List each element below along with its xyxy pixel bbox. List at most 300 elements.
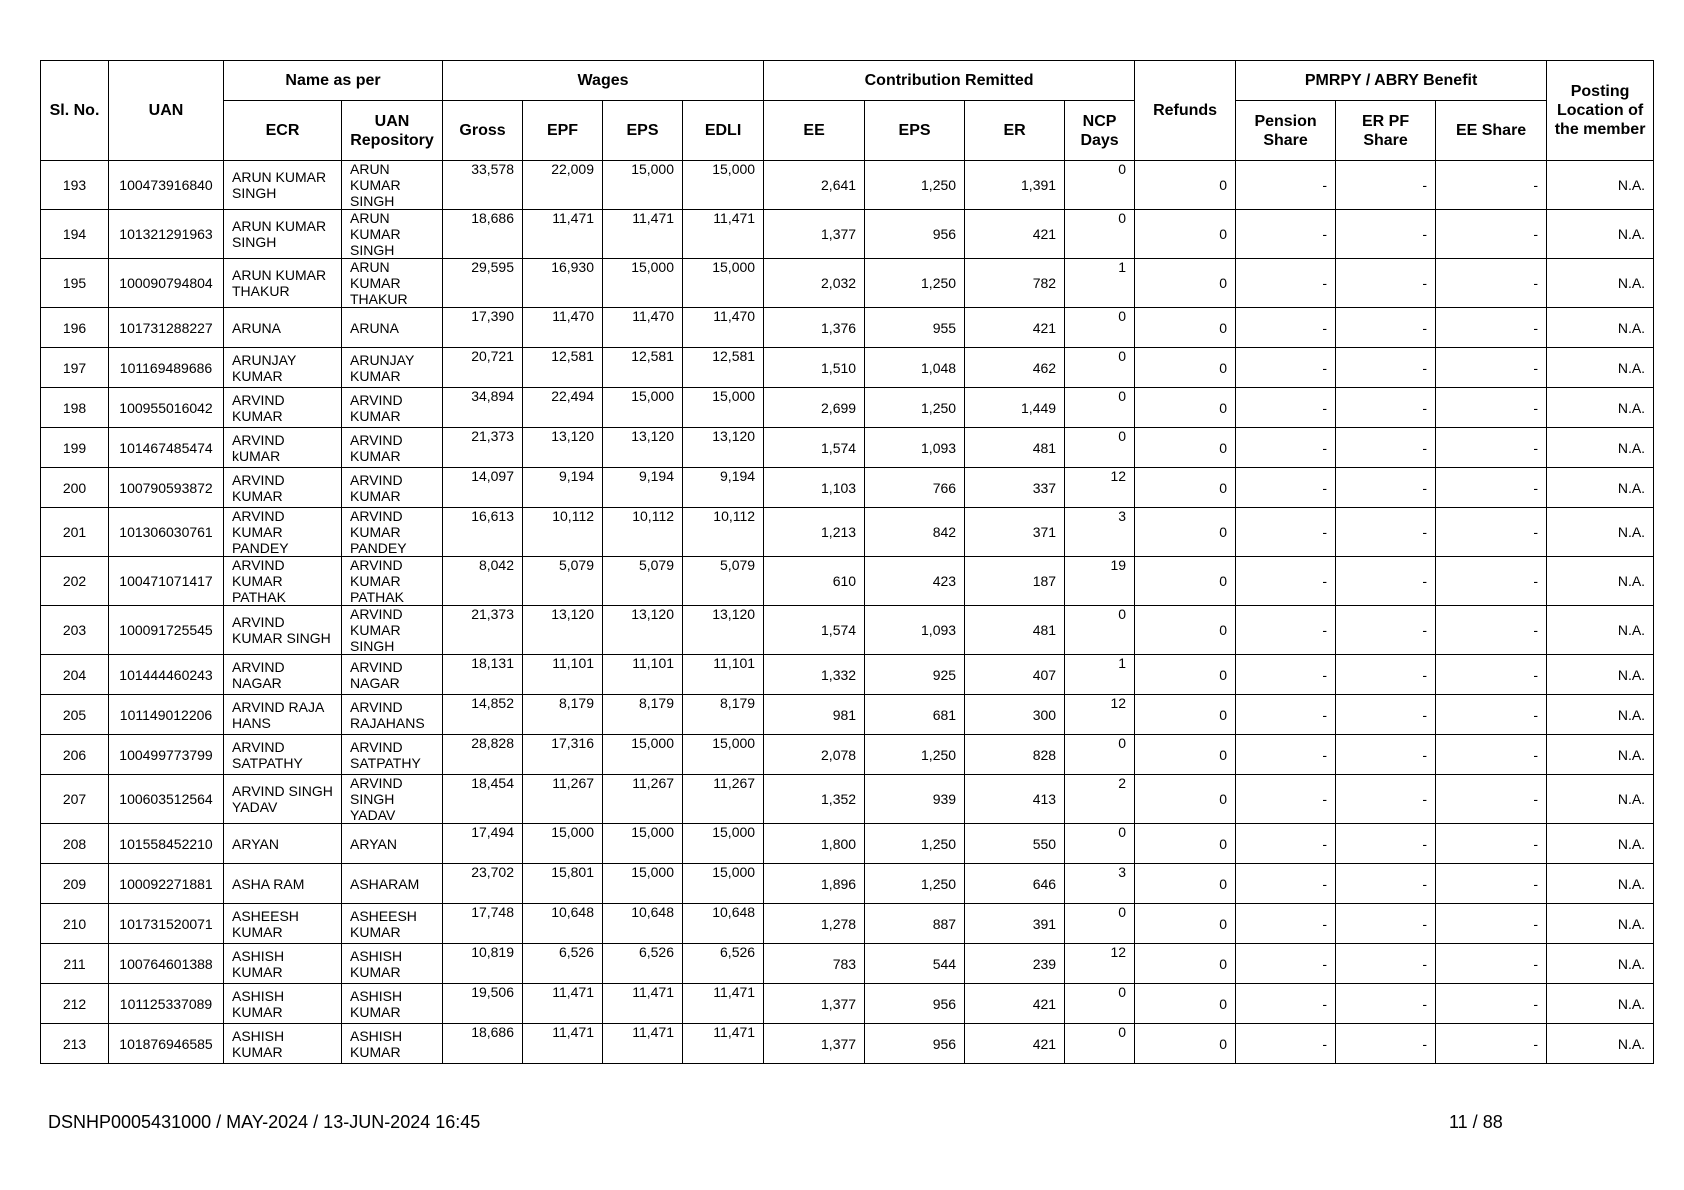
cell-pension-share: - <box>1236 984 1336 1024</box>
cell-sl-no: 197 <box>41 348 109 388</box>
header-er-pf-share: ER PF Share <box>1336 101 1436 161</box>
cell-posting-location: N.A. <box>1547 308 1654 348</box>
cell-eps-contribution: 1,250 <box>865 161 965 210</box>
cell-epf: 11,471 <box>523 1024 603 1064</box>
cell-ee: 1,352 <box>764 775 865 824</box>
cell-edli: 15,000 <box>683 864 764 904</box>
cell-pension-share: - <box>1236 388 1336 428</box>
cell-ee: 1,800 <box>764 824 865 864</box>
cell-ee-share: - <box>1436 161 1547 210</box>
cell-edli: 5,079 <box>683 557 764 606</box>
cell-ecr-name: ARVIND KUMAR <box>224 468 342 508</box>
cell-gross: 18,454 <box>443 775 523 824</box>
cell-refunds: 0 <box>1135 508 1236 557</box>
header-edli: EDLI <box>683 101 764 161</box>
cell-posting-location: N.A. <box>1547 428 1654 468</box>
cell-uan-repository-name: ARUN KUMAR SINGH <box>342 161 443 210</box>
cell-uan-repository-name: ARVIND KUMAR PANDEY <box>342 508 443 557</box>
cell-refunds: 0 <box>1135 944 1236 984</box>
cell-posting-location: N.A. <box>1547 468 1654 508</box>
cell-epf: 10,648 <box>523 904 603 944</box>
cell-uan-repository-name: ASHISH KUMAR <box>342 1024 443 1064</box>
cell-ee: 1,896 <box>764 864 865 904</box>
cell-ee-share: - <box>1436 984 1547 1024</box>
cell-uan-repository-name: ARVIND KUMAR PATHAK <box>342 557 443 606</box>
cell-edli: 10,112 <box>683 508 764 557</box>
cell-er-pf-share: - <box>1336 944 1436 984</box>
cell-refunds: 0 <box>1135 984 1236 1024</box>
cell-sl-no: 211 <box>41 944 109 984</box>
cell-eps-wages: 10,648 <box>603 904 683 944</box>
cell-uan-repository-name: ARVIND SINGH YADAV <box>342 775 443 824</box>
cell-uan-repository-name: ARUN KUMAR SINGH <box>342 210 443 259</box>
cell-uan: 101876946585 <box>109 1024 224 1064</box>
cell-er: 421 <box>965 1024 1065 1064</box>
cell-uan: 100790593872 <box>109 468 224 508</box>
cell-epf: 10,112 <box>523 508 603 557</box>
cell-sl-no: 202 <box>41 557 109 606</box>
cell-er-pf-share: - <box>1336 161 1436 210</box>
cell-ee-share: - <box>1436 1024 1547 1064</box>
cell-pension-share: - <box>1236 944 1336 984</box>
cell-ecr-name: ARVIND KUMAR PATHAK <box>224 557 342 606</box>
cell-eps-contribution: 1,250 <box>865 735 965 775</box>
cell-sl-no: 204 <box>41 655 109 695</box>
cell-ee-share: - <box>1436 695 1547 735</box>
cell-epf: 5,079 <box>523 557 603 606</box>
cell-gross: 18,686 <box>443 210 523 259</box>
cell-posting-location: N.A. <box>1547 557 1654 606</box>
cell-uan: 101731520071 <box>109 904 224 944</box>
cell-ecr-name: ASHEESH KUMAR <box>224 904 342 944</box>
cell-er: 407 <box>965 655 1065 695</box>
cell-posting-location: N.A. <box>1547 655 1654 695</box>
cell-uan: 101321291963 <box>109 210 224 259</box>
header-pension-share: Pension Share <box>1236 101 1336 161</box>
cell-pension-share: - <box>1236 864 1336 904</box>
header-ee-share: EE Share <box>1436 101 1547 161</box>
cell-edli: 9,194 <box>683 468 764 508</box>
page-number: 11 / 88 <box>1449 1112 1503 1132</box>
cell-epf: 11,470 <box>523 308 603 348</box>
cell-uan: 100955016042 <box>109 388 224 428</box>
cell-ee: 981 <box>764 695 865 735</box>
cell-er-pf-share: - <box>1336 655 1436 695</box>
table-row <box>41 308 1654 348</box>
cell-posting-location: N.A. <box>1547 388 1654 428</box>
header-eps-contribution: EPS <box>865 101 965 161</box>
cell-refunds: 0 <box>1135 259 1236 308</box>
table-row <box>41 606 1654 655</box>
cell-refunds: 0 <box>1135 606 1236 655</box>
cell-eps-wages: 15,000 <box>603 388 683 428</box>
cell-er: 187 <box>965 557 1065 606</box>
cell-eps-contribution: 1,250 <box>865 864 965 904</box>
cell-ncp-days: 0 <box>1065 735 1135 775</box>
table-row <box>41 388 1654 428</box>
cell-uan: 101467485474 <box>109 428 224 468</box>
cell-gross: 19,506 <box>443 984 523 1024</box>
cell-refunds: 0 <box>1135 557 1236 606</box>
cell-edli: 13,120 <box>683 428 764 468</box>
cell-uan: 100091725545 <box>109 606 224 655</box>
cell-refunds: 0 <box>1135 428 1236 468</box>
cell-ee: 1,278 <box>764 904 865 944</box>
cell-er: 782 <box>965 259 1065 308</box>
cell-ee: 1,377 <box>764 984 865 1024</box>
cell-ncp-days: 0 <box>1065 1024 1135 1064</box>
cell-ee-share: - <box>1436 388 1547 428</box>
cell-er-pf-share: - <box>1336 468 1436 508</box>
cell-er: 828 <box>965 735 1065 775</box>
cell-eps-wages: 15,000 <box>603 161 683 210</box>
cell-er: 421 <box>965 984 1065 1024</box>
cell-er: 462 <box>965 348 1065 388</box>
table-row <box>41 864 1654 904</box>
cell-uan: 100603512564 <box>109 775 224 824</box>
cell-edli: 8,179 <box>683 695 764 735</box>
cell-refunds: 0 <box>1135 775 1236 824</box>
cell-ncp-days: 0 <box>1065 824 1135 864</box>
cell-er: 550 <box>965 824 1065 864</box>
cell-edli: 11,471 <box>683 210 764 259</box>
cell-ee-share: - <box>1436 735 1547 775</box>
cell-sl-no: 198 <box>41 388 109 428</box>
cell-ee: 1,377 <box>764 1024 865 1064</box>
cell-epf: 22,009 <box>523 161 603 210</box>
cell-epf: 11,471 <box>523 984 603 1024</box>
cell-epf: 9,194 <box>523 468 603 508</box>
cell-eps-wages: 15,000 <box>603 864 683 904</box>
cell-er: 337 <box>965 468 1065 508</box>
table-row <box>41 824 1654 864</box>
table-row <box>41 428 1654 468</box>
cell-er: 646 <box>965 864 1065 904</box>
cell-epf: 12,581 <box>523 348 603 388</box>
cell-ncp-days: 0 <box>1065 348 1135 388</box>
table-row <box>41 508 1654 557</box>
cell-epf: 13,120 <box>523 428 603 468</box>
cell-er: 391 <box>965 904 1065 944</box>
cell-ee-share: - <box>1436 508 1547 557</box>
cell-refunds: 0 <box>1135 824 1236 864</box>
cell-posting-location: N.A. <box>1547 824 1654 864</box>
cell-sl-no: 194 <box>41 210 109 259</box>
cell-eps-wages: 13,120 <box>603 606 683 655</box>
cell-uan-repository-name: ARVIND KUMAR SINGH <box>342 606 443 655</box>
cell-posting-location: N.A. <box>1547 161 1654 210</box>
cell-posting-location: N.A. <box>1547 695 1654 735</box>
table-row <box>41 259 1654 308</box>
cell-uan-repository-name: ARVIND SATPATHY <box>342 735 443 775</box>
cell-ncp-days: 12 <box>1065 944 1135 984</box>
header-eps-wages: EPS <box>603 101 683 161</box>
cell-posting-location: N.A. <box>1547 348 1654 388</box>
cell-ee-share: - <box>1436 904 1547 944</box>
header-posting-location: Posting Location of the member <box>1547 61 1654 161</box>
cell-edli: 15,000 <box>683 161 764 210</box>
table-row <box>41 735 1654 775</box>
header-epf: EPF <box>523 101 603 161</box>
cell-uan-repository-name: ASHISH KUMAR <box>342 944 443 984</box>
cell-ncp-days: 0 <box>1065 161 1135 210</box>
cell-gross: 21,373 <box>443 428 523 468</box>
cell-eps-wages: 11,267 <box>603 775 683 824</box>
cell-gross: 14,852 <box>443 695 523 735</box>
cell-eps-wages: 11,471 <box>603 1024 683 1064</box>
cell-edli: 10,648 <box>683 904 764 944</box>
cell-er: 300 <box>965 695 1065 735</box>
cell-ecr-name: ASHA RAM <box>224 864 342 904</box>
cell-refunds: 0 <box>1135 308 1236 348</box>
cell-epf: 17,316 <box>523 735 603 775</box>
cell-posting-location: N.A. <box>1547 735 1654 775</box>
cell-eps-wages: 10,112 <box>603 508 683 557</box>
cell-refunds: 0 <box>1135 735 1236 775</box>
cell-refunds: 0 <box>1135 210 1236 259</box>
cell-er: 421 <box>965 210 1065 259</box>
cell-uan-repository-name: ARUN KUMAR THAKUR <box>342 259 443 308</box>
cell-sl-no: 205 <box>41 695 109 735</box>
cell-epf: 11,267 <box>523 775 603 824</box>
cell-refunds: 0 <box>1135 695 1236 735</box>
cell-gross: 18,131 <box>443 655 523 695</box>
cell-eps-contribution: 956 <box>865 984 965 1024</box>
cell-er: 413 <box>965 775 1065 824</box>
cell-ncp-days: 0 <box>1065 428 1135 468</box>
table-row <box>41 557 1654 606</box>
cell-ncp-days: 0 <box>1065 388 1135 428</box>
cell-ee: 1,332 <box>764 655 865 695</box>
cell-ee: 2,078 <box>764 735 865 775</box>
cell-edli: 11,101 <box>683 655 764 695</box>
cell-er-pf-share: - <box>1336 775 1436 824</box>
cell-posting-location: N.A. <box>1547 775 1654 824</box>
cell-eps-wages: 12,581 <box>603 348 683 388</box>
cell-refunds: 0 <box>1135 161 1236 210</box>
cell-ncp-days: 1 <box>1065 655 1135 695</box>
cell-uan-repository-name: ASHARAM <box>342 864 443 904</box>
cell-er-pf-share: - <box>1336 824 1436 864</box>
cell-edli: 11,267 <box>683 775 764 824</box>
cell-sl-no: 193 <box>41 161 109 210</box>
cell-er-pf-share: - <box>1336 695 1436 735</box>
cell-er: 481 <box>965 428 1065 468</box>
header-refunds: Refunds <box>1135 61 1236 161</box>
cell-sl-no: 207 <box>41 775 109 824</box>
cell-er: 371 <box>965 508 1065 557</box>
cell-uan: 100473916840 <box>109 161 224 210</box>
cell-ecr-name: ARUN KUMAR SINGH <box>224 161 342 210</box>
cell-pension-share: - <box>1236 468 1336 508</box>
cell-uan-repository-name: ARUNA <box>342 308 443 348</box>
cell-uan-repository-name: ASHEESH KUMAR <box>342 904 443 944</box>
cell-eps-contribution: 1,093 <box>865 606 965 655</box>
header-uan-repository: UAN Repository <box>342 101 443 161</box>
cell-er: 239 <box>965 944 1065 984</box>
header-sl-no: Sl. No. <box>41 61 109 161</box>
cell-eps-wages: 13,120 <box>603 428 683 468</box>
cell-ecr-name: ARVIND NAGAR <box>224 655 342 695</box>
cell-ncp-days: 2 <box>1065 775 1135 824</box>
cell-eps-contribution: 544 <box>865 944 965 984</box>
cell-ecr-name: ARUNJAY KUMAR <box>224 348 342 388</box>
cell-ecr-name: ARYAN <box>224 824 342 864</box>
cell-ee-share: - <box>1436 944 1547 984</box>
cell-uan-repository-name: ARVIND KUMAR <box>342 388 443 428</box>
cell-ee-share: - <box>1436 606 1547 655</box>
cell-ecr-name: ASHISH KUMAR <box>224 1024 342 1064</box>
cell-pension-share: - <box>1236 557 1336 606</box>
cell-ee: 1,376 <box>764 308 865 348</box>
cell-pension-share: - <box>1236 655 1336 695</box>
cell-posting-location: N.A. <box>1547 606 1654 655</box>
cell-refunds: 0 <box>1135 1024 1236 1064</box>
table-row <box>41 161 1654 210</box>
cell-ee-share: - <box>1436 348 1547 388</box>
cell-er-pf-share: - <box>1336 1024 1436 1064</box>
cell-gross: 16,613 <box>443 508 523 557</box>
cell-epf: 11,101 <box>523 655 603 695</box>
cell-ecr-name: ARVIND RAJA HANS <box>224 695 342 735</box>
cell-er-pf-share: - <box>1336 210 1436 259</box>
cell-er-pf-share: - <box>1336 606 1436 655</box>
cell-ecr-name: ARVIND KUMAR SINGH <box>224 606 342 655</box>
table-row <box>41 1024 1654 1064</box>
cell-pension-share: - <box>1236 428 1336 468</box>
cell-edli: 15,000 <box>683 388 764 428</box>
cell-ee: 2,699 <box>764 388 865 428</box>
cell-ee: 1,510 <box>764 348 865 388</box>
cell-er-pf-share: - <box>1336 735 1436 775</box>
cell-eps-contribution: 939 <box>865 775 965 824</box>
cell-ee-share: - <box>1436 655 1547 695</box>
cell-eps-contribution: 955 <box>865 308 965 348</box>
cell-ee: 1,574 <box>764 428 865 468</box>
cell-sl-no: 203 <box>41 606 109 655</box>
cell-epf: 15,000 <box>523 824 603 864</box>
cell-uan: 101444460243 <box>109 655 224 695</box>
table-row <box>41 984 1654 1024</box>
cell-er: 1,449 <box>965 388 1065 428</box>
cell-ee: 610 <box>764 557 865 606</box>
cell-edli: 13,120 <box>683 606 764 655</box>
cell-refunds: 0 <box>1135 904 1236 944</box>
cell-eps-contribution: 842 <box>865 508 965 557</box>
cell-gross: 8,042 <box>443 557 523 606</box>
cell-posting-location: N.A. <box>1547 508 1654 557</box>
cell-ecr-name: ARVIND kUMAR <box>224 428 342 468</box>
cell-ee-share: - <box>1436 468 1547 508</box>
cell-pension-share: - <box>1236 775 1336 824</box>
cell-er-pf-share: - <box>1336 259 1436 308</box>
cell-refunds: 0 <box>1135 864 1236 904</box>
cell-ee: 783 <box>764 944 865 984</box>
cell-pension-share: - <box>1236 1024 1336 1064</box>
cell-eps-contribution: 1,048 <box>865 348 965 388</box>
cell-uan-repository-name: ASHISH KUMAR <box>342 984 443 1024</box>
cell-refunds: 0 <box>1135 388 1236 428</box>
cell-er-pf-share: - <box>1336 348 1436 388</box>
cell-ee: 2,032 <box>764 259 865 308</box>
cell-ecr-name: ASHISH KUMAR <box>224 944 342 984</box>
cell-edli: 11,470 <box>683 308 764 348</box>
cell-ee: 1,574 <box>764 606 865 655</box>
cell-eps-contribution: 766 <box>865 468 965 508</box>
cell-uan-repository-name: ARVIND KUMAR <box>342 468 443 508</box>
cell-uan: 101558452210 <box>109 824 224 864</box>
cell-sl-no: 199 <box>41 428 109 468</box>
table-body <box>41 161 1654 1064</box>
table-row <box>41 904 1654 944</box>
cell-eps-wages: 8,179 <box>603 695 683 735</box>
cell-posting-location: N.A. <box>1547 210 1654 259</box>
cell-gross: 28,828 <box>443 735 523 775</box>
table-row <box>41 468 1654 508</box>
cell-er-pf-share: - <box>1336 984 1436 1024</box>
header-ee: EE <box>764 101 865 161</box>
cell-uan: 100499773799 <box>109 735 224 775</box>
cell-ee: 1,103 <box>764 468 865 508</box>
cell-ecr-name: ARUNA <box>224 308 342 348</box>
cell-ee-share: - <box>1436 259 1547 308</box>
cell-gross: 29,595 <box>443 259 523 308</box>
cell-er-pf-share: - <box>1336 388 1436 428</box>
header-ecr: ECR <box>224 101 342 161</box>
cell-eps-wages: 15,000 <box>603 824 683 864</box>
cell-ecr-name: ARVIND KUMAR <box>224 388 342 428</box>
cell-er-pf-share: - <box>1336 508 1436 557</box>
cell-epf: 8,179 <box>523 695 603 735</box>
cell-uan-repository-name: ARVIND RAJAHANS <box>342 695 443 735</box>
cell-eps-wages: 11,470 <box>603 308 683 348</box>
cell-ncp-days: 1 <box>1065 259 1135 308</box>
cell-edli: 15,000 <box>683 824 764 864</box>
cell-sl-no: 209 <box>41 864 109 904</box>
cell-ee-share: - <box>1436 210 1547 259</box>
cell-ee-share: - <box>1436 864 1547 904</box>
cell-uan: 100471071417 <box>109 557 224 606</box>
cell-posting-location: N.A. <box>1547 864 1654 904</box>
cell-edli: 11,471 <box>683 984 764 1024</box>
cell-sl-no: 201 <box>41 508 109 557</box>
cell-pension-share: - <box>1236 161 1336 210</box>
cell-sl-no: 208 <box>41 824 109 864</box>
cell-sl-no: 212 <box>41 984 109 1024</box>
table-row <box>41 348 1654 388</box>
cell-ecr-name: ARVIND SATPATHY <box>224 735 342 775</box>
header-uan: UAN <box>109 61 224 161</box>
cell-ecr-name: ARVIND KUMAR PANDEY <box>224 508 342 557</box>
cell-gross: 33,578 <box>443 161 523 210</box>
cell-er: 481 <box>965 606 1065 655</box>
cell-ee: 1,377 <box>764 210 865 259</box>
cell-edli: 12,581 <box>683 348 764 388</box>
cell-eps-contribution: 887 <box>865 904 965 944</box>
cell-ncp-days: 0 <box>1065 984 1135 1024</box>
cell-uan-repository-name: ARYAN <box>342 824 443 864</box>
cell-pension-share: - <box>1236 259 1336 308</box>
cell-epf: 13,120 <box>523 606 603 655</box>
cell-ncp-days: 3 <box>1065 864 1135 904</box>
table-row <box>41 655 1654 695</box>
cell-uan: 100092271881 <box>109 864 224 904</box>
cell-ncp-days: 12 <box>1065 695 1135 735</box>
cell-uan: 101306030761 <box>109 508 224 557</box>
cell-sl-no: 195 <box>41 259 109 308</box>
cell-ncp-days: 0 <box>1065 308 1135 348</box>
cell-ee: 2,641 <box>764 161 865 210</box>
